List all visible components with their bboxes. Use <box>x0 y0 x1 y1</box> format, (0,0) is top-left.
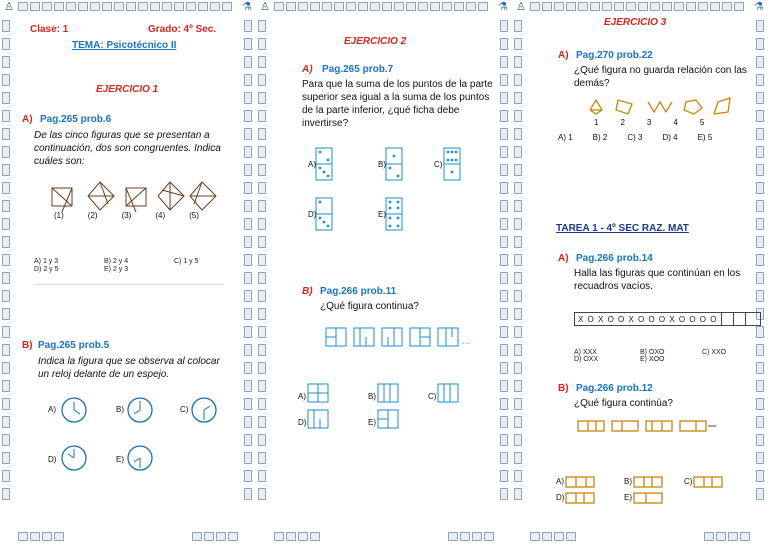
figure-numbers: 1 2 3 4 5 <box>594 118 705 127</box>
homework-a-letter: A) <box>558 253 569 264</box>
problem-a-letter: A) <box>302 64 313 75</box>
clock-a <box>62 398 86 422</box>
decorative-border-right <box>244 14 254 530</box>
option-b[interactable]: B) 2 <box>592 133 608 142</box>
divider <box>34 284 224 285</box>
problem-a-statement: De las cinco figuras que se presentan a continuación, dos son congruentes. Indica cuáles son: <box>34 130 221 167</box>
domino-option-c-label[interactable]: C) <box>434 160 443 169</box>
hw-opt-b <box>634 477 662 487</box>
empty-box-3[interactable] <box>745 313 757 325</box>
decorative-border-bottom <box>512 530 768 544</box>
clock-option-e-label[interactable]: E) <box>116 455 124 464</box>
problem-a-options <box>558 133 712 142</box>
homework-a-reference: Pag.266 prob.14 <box>576 253 653 264</box>
option-a[interactable]: A) 1 y 3 <box>34 258 59 265</box>
clock-e <box>128 446 152 470</box>
figure-5 <box>190 182 216 210</box>
homework-title: TAREA 1 - 4º SEC RAZ. MAT <box>556 223 689 234</box>
hw-opt-d <box>566 493 594 503</box>
continue-options-figures <box>308 384 468 434</box>
scientist-icon: ♙ <box>516 1 526 13</box>
continue-option-e-label[interactable]: E) <box>368 418 376 427</box>
hw-option-c-label[interactable]: C) <box>684 477 693 486</box>
page-3 <box>512 0 768 544</box>
fig-4 <box>684 100 702 114</box>
figure-2 <box>88 182 114 210</box>
problem-a-options <box>34 258 234 273</box>
domino-option-b-label[interactable]: B) <box>378 160 386 169</box>
continue-option-c-label[interactable]: C) <box>428 392 437 401</box>
domino-a <box>316 148 332 180</box>
problem-a-reference: Pag.270 prob.22 <box>576 50 653 61</box>
continue-option-figures <box>566 476 746 506</box>
dominoes <box>316 148 476 238</box>
mirror-clocks <box>58 396 238 476</box>
option-e[interactable]: E) XOO <box>640 356 665 363</box>
problem-b-letter: B) <box>302 286 313 297</box>
fig-1 <box>590 100 602 114</box>
xo-sequence: X O X O O X O O O X O O O O <box>574 312 761 326</box>
hw-opt-c <box>694 477 722 487</box>
hw-option-e-label[interactable]: E) <box>624 493 632 502</box>
opt-e <box>378 410 398 428</box>
option-d[interactable]: D) 4 <box>662 133 678 142</box>
decorative-border-left <box>2 14 12 530</box>
seq-2 <box>354 328 374 346</box>
page-1 <box>0 0 256 544</box>
domino-d <box>316 198 332 230</box>
figure-1 <box>52 188 72 212</box>
hw-opt-a <box>566 477 594 487</box>
problem-b-reference: Pag.266 prob.11 <box>320 286 397 297</box>
domino-option-a-label[interactable]: A) <box>308 160 316 169</box>
decorative-border-left <box>514 14 524 530</box>
opt-a <box>308 384 328 402</box>
decorative-border-left <box>258 14 268 530</box>
continue-option-a-label[interactable]: A) <box>298 392 306 401</box>
domino-e <box>386 198 402 230</box>
seq-3 <box>382 328 402 346</box>
clock-d <box>62 446 86 470</box>
microscope-icon: ⚗ <box>498 1 508 13</box>
decorative-border-top <box>256 0 512 14</box>
empty-box-1[interactable] <box>721 313 733 325</box>
figure-labels: (1) (2) (3) (4) (5) <box>54 211 199 220</box>
domino-b <box>386 148 402 180</box>
problem-a-letter: A) <box>22 114 33 125</box>
decorative-border-bottom <box>0 530 256 544</box>
problem-a-reference: Pag.265 prob.7 <box>322 64 394 75</box>
figure-3 <box>126 188 146 212</box>
hw-option-b-label[interactable]: B) <box>624 477 632 486</box>
fig-5 <box>714 98 730 114</box>
decorative-border-top <box>0 0 256 14</box>
fig-3 <box>648 102 672 112</box>
fig-2 <box>616 100 632 114</box>
option-b[interactable]: B) OXO <box>640 349 665 356</box>
decorative-border-bottom <box>256 530 512 544</box>
problem-b-statement: Indica la figura que se observa al colocar un reloj delante de un espejo. <box>38 356 220 380</box>
page-2 <box>256 0 512 544</box>
svg-text:…: … <box>462 337 470 346</box>
microscope-icon: ⚗ <box>754 1 764 13</box>
hw-option-d-label[interactable]: D) <box>556 493 565 502</box>
grade-label: Grado: 4º Sec. <box>148 24 217 35</box>
option-b[interactable]: B) 2 y 4 <box>104 258 129 265</box>
figure-4 <box>158 182 184 210</box>
problem-a-letter: A) <box>558 50 569 61</box>
seq-4 <box>410 328 430 346</box>
hw-opt-e <box>634 493 662 503</box>
problem-a-reference: Pag.265 prob.6 <box>40 114 112 125</box>
clock-option-b-label[interactable]: B) <box>116 405 124 414</box>
domino-option-d-label[interactable]: D) <box>308 210 317 219</box>
homework-b-reference: Pag.266 prob.12 <box>576 383 653 394</box>
problem-a-statement: Para que la suma de los puntos de la parte superior sea igual a la suma de los puntos de la parte inferior, ¿qué ficha debe invertirse? <box>302 79 493 129</box>
scientist-icon: ♙ <box>4 1 14 13</box>
exercise-heading: EJERCICIO 3 <box>604 17 667 28</box>
domino-c <box>444 148 460 180</box>
clock-option-c-label[interactable]: C) <box>180 405 189 414</box>
decorative-border-top <box>512 0 768 14</box>
seq-5 <box>438 328 458 346</box>
option-a[interactable]: A) XXX <box>574 349 597 356</box>
odd-one-out-figures <box>588 96 738 118</box>
homework-b-letter: B) <box>558 383 569 394</box>
clock-c <box>192 398 216 422</box>
option-e[interactable]: E) 5 <box>697 133 713 142</box>
exercise-heading: EJERCICIO 1 <box>96 84 159 95</box>
option-d[interactable]: D) OXX <box>574 356 599 363</box>
continue-sequence <box>578 420 718 434</box>
continue-option-d-label[interactable]: D) <box>298 418 307 427</box>
seq-1 <box>326 328 346 346</box>
clock-b <box>128 398 152 422</box>
decorative-border-right <box>756 14 766 530</box>
decorative-border-right <box>500 14 510 530</box>
clock-option-d-label[interactable]: D) <box>48 455 57 464</box>
problem-b-statement: ¿Qué figura continua? <box>320 301 419 312</box>
option-e[interactable]: E) 2 y 3 <box>104 266 129 273</box>
option-c[interactable]: C) XXO <box>702 349 727 356</box>
problem-b-letter: B) <box>22 340 33 351</box>
hw-option-a-label[interactable]: A) <box>556 477 564 486</box>
microscope-icon: ⚗ <box>242 1 252 13</box>
homework-b-statement: ¿Qué figura continúa? <box>574 398 673 409</box>
clock-option-a-label[interactable]: A) <box>48 405 56 414</box>
topic-title: TEMA: Psicotécnico II <box>72 40 177 51</box>
option-c[interactable]: C) 1 y 5 <box>174 258 199 265</box>
homework-a-options <box>574 349 752 363</box>
problem-b-reference: Pag.265 prob.5 <box>38 340 110 351</box>
class-number: Clase: 1 <box>30 24 69 35</box>
problem-a-statement: ¿Qué figura no guarda relación con las demás? <box>574 65 747 89</box>
homework-a-statement: Halla las figuras que continúan en los recuadros vacíos. <box>574 268 741 292</box>
continue-option-b-label[interactable]: B) <box>368 392 376 401</box>
opt-b <box>378 384 398 402</box>
opt-c <box>438 384 458 402</box>
option-c[interactable]: C) 3 <box>627 133 643 142</box>
exercise-heading: EJERCICIO 2 <box>344 36 407 47</box>
empty-box-2[interactable] <box>733 313 745 325</box>
option-a[interactable]: A) 1 <box>558 133 573 142</box>
domino-option-e-label[interactable]: E) <box>378 210 386 219</box>
sequence-figures <box>326 328 476 350</box>
scientist-icon: ♙ <box>260 1 270 13</box>
option-d[interactable]: D) 2 y 5 <box>34 266 59 273</box>
opt-d <box>308 410 328 428</box>
